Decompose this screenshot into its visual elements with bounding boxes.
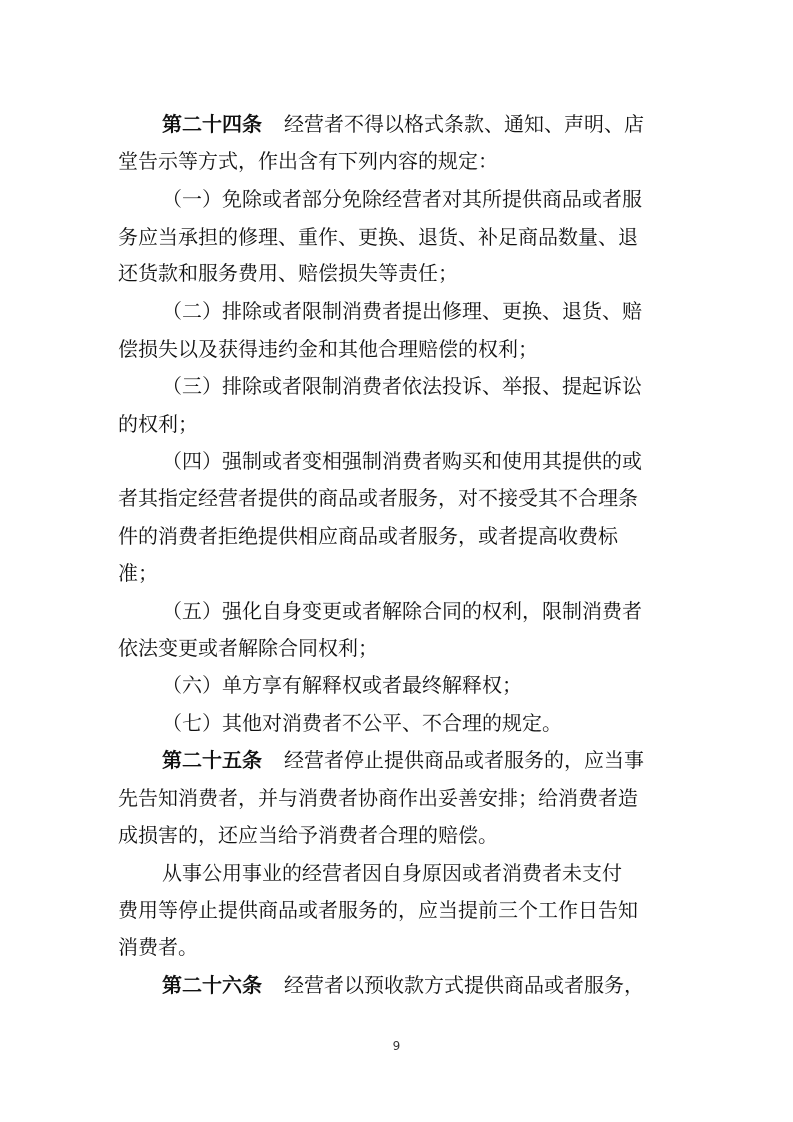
paragraph-text: 费用等停止提供商品或者服务的，应当提前三个工作日告知 xyxy=(118,898,638,922)
clause-1-line-1 xyxy=(162,184,642,214)
clause-1-line-3 xyxy=(118,258,458,288)
paragraph-text: 经营者停止提供商品或者服务的，应当事 xyxy=(284,748,644,772)
article-25-para-2-line-2 xyxy=(118,895,638,925)
clause-4-line-2 xyxy=(118,483,638,513)
paragraph-text: 偿损失以及获得违约金和其他合理赔偿的权利； xyxy=(118,337,538,361)
paragraph-text: 还货款和服务费用、赔偿损失等责任； xyxy=(118,261,458,285)
paragraph-text: 的权利； xyxy=(118,412,198,436)
clause-2-line-2 xyxy=(118,334,538,364)
clause-2-line-1 xyxy=(162,296,642,326)
paragraph-text: 消费者。 xyxy=(118,935,198,959)
article-25-line-2 xyxy=(118,783,638,813)
article-24-line-2 xyxy=(118,146,498,176)
paragraph-text: （六）单方享有解释权或者最终解释权； xyxy=(162,673,522,697)
clause-7-line-1 xyxy=(162,708,562,738)
clause-3-line-2 xyxy=(118,409,198,439)
clause-4-line-4 xyxy=(118,558,158,588)
article-25-line-3 xyxy=(118,820,498,850)
paragraph-text: 依法变更或者解除合同权利； xyxy=(118,636,378,660)
clause-5-line-1 xyxy=(162,596,642,626)
paragraph-text: 务应当承担的修理、重作、更换、退货、补足商品数量、退 xyxy=(118,225,638,249)
paragraph-text: （三）排除或者限制消费者依法投诉、举报、提起诉讼 xyxy=(162,374,642,398)
paragraph-text: 经营者以预收款方式提供商品或者服务， xyxy=(284,973,644,997)
article-heading: 第二十四条 xyxy=(162,112,262,136)
article-heading: 第二十六条 xyxy=(162,973,262,997)
paragraph-text: （五）强化自身变更或者解除合同的权利，限制消费者 xyxy=(162,599,642,623)
paragraph-text: 经营者不得以格式条款、通知、声明、店 xyxy=(284,112,644,136)
article-heading: 第二十五条 xyxy=(162,748,262,772)
article-24-line-1 xyxy=(162,109,644,139)
clause-5-line-2 xyxy=(118,633,378,663)
clause-4-line-3 xyxy=(118,521,618,551)
article-26-line-1 xyxy=(162,970,644,1000)
clause-3-line-1 xyxy=(162,371,642,401)
paragraph-text: 者其指定经营者提供的商品或者服务，对不接受其不合理条 xyxy=(118,486,638,510)
paragraph-text: （二）排除或者限制消费者提出修理、更换、退货、赔 xyxy=(162,299,642,323)
paragraph-text: （四）强制或者变相强制消费者购买和使用其提供的或 xyxy=(162,449,642,473)
article-25-para-2-line-1 xyxy=(162,858,622,888)
article-25-line-1 xyxy=(162,745,644,775)
paragraph-text: 堂告示等方式，作出含有下列内容的规定： xyxy=(118,149,498,173)
paragraph-text: （七）其他对消费者不公平、不合理的规定。 xyxy=(162,711,562,735)
article-25-para-2-line-3 xyxy=(118,932,198,962)
clause-1-line-2 xyxy=(118,222,638,252)
paragraph-text: 先告知消费者，并与消费者协商作出妥善安排；给消费者造 xyxy=(118,786,638,810)
paragraph-text: 从事公用事业的经营者因自身原因或者消费者未支付 xyxy=(162,861,622,885)
paragraph-text: 件的消费者拒绝提供相应商品或者服务，或者提高收费标 xyxy=(118,524,618,548)
paragraph-text: （一）免除或者部分免除经营者对其所提供商品或者服 xyxy=(162,187,642,211)
paragraph-text: 准； xyxy=(118,561,158,585)
clause-6-line-1 xyxy=(162,670,522,700)
page-number: 9 xyxy=(392,1039,401,1053)
paragraph-text: 成损害的，还应当给予消费者合理的赔偿。 xyxy=(118,823,498,847)
clause-4-line-1 xyxy=(162,446,642,476)
